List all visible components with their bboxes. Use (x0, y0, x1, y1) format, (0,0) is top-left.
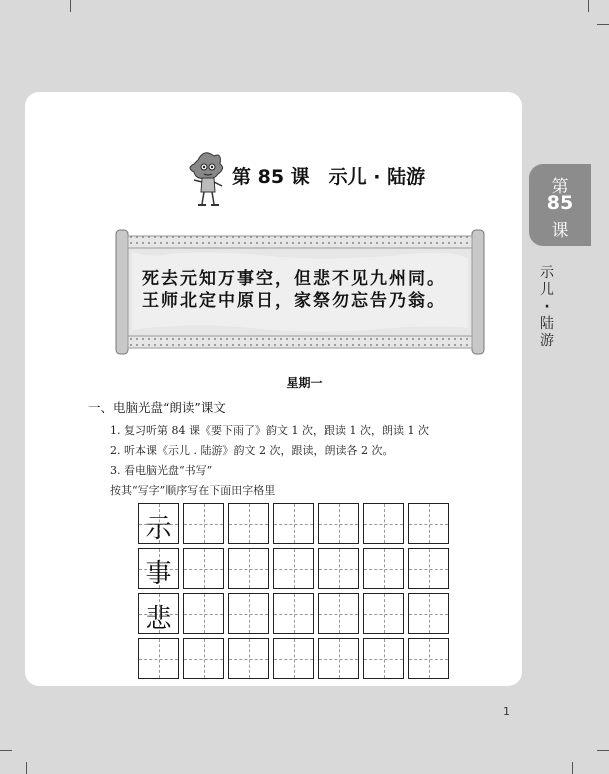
poem-line: 王师北定中原日，家祭勿忘告乃翁。 (142, 291, 446, 311)
grid-guide-line (339, 504, 340, 543)
instruction-item: 1. 复习听第 84 课《要下雨了》韵文 1 次，跟读 1 次，朗读 1 次 (110, 424, 429, 437)
grid-sample-cell (138, 548, 179, 589)
grid-practice-cell (363, 548, 404, 589)
grid-guide-line (294, 504, 295, 543)
grid-sample-char: 示 (145, 514, 172, 544)
grid-practice-cell (408, 548, 449, 589)
grid-practice-cell (363, 503, 404, 544)
side-title-char: 儿 (540, 282, 554, 298)
grid-guide-line (294, 594, 295, 633)
grid-practice-cell (228, 593, 269, 634)
mascot-icon (184, 150, 228, 208)
lesson-badge (529, 164, 591, 246)
grid-practice-cell (273, 638, 314, 679)
grid-guide-line (339, 594, 340, 633)
side-title-char: 示 (540, 265, 554, 281)
poem (142, 268, 472, 312)
side-title-char: 陆 (540, 316, 554, 332)
weekday-heading: 星期一 (286, 376, 323, 390)
grid-guide-line (204, 549, 205, 588)
grid-guide-line (429, 549, 430, 588)
badge-top-char: 第 (551, 177, 569, 197)
grid-guide-line (249, 594, 250, 633)
instruction-item: 2. 听本课《示儿 . 陆游》韵文 2 次，跟读，朗读各 2 次。 (110, 444, 394, 457)
lesson-title: 第 85 课 示儿 · 陆游 (232, 166, 426, 188)
grid-guide-line (204, 594, 205, 633)
page-number: 1 (503, 705, 510, 718)
side-title (537, 265, 557, 350)
poem-line: 死去元知万事空，但悲不见九州同。 (142, 269, 446, 289)
grid-sample-char: 事 (145, 559, 172, 589)
grid-guide-line (249, 549, 250, 588)
instruction-item: 3. 看电脑光盘“书写” (110, 464, 213, 477)
grid-guide-line (429, 639, 430, 678)
grid-practice-cell (228, 503, 269, 544)
grid-guide-line (384, 549, 385, 588)
side-title-char: · (544, 299, 550, 315)
grid-guide-line (249, 639, 250, 678)
grid-practice-cell (273, 503, 314, 544)
grid-practice-cell (183, 593, 224, 634)
grid-guide-line (249, 504, 250, 543)
grid-guide-line (384, 504, 385, 543)
crop-mark (70, 0, 71, 12)
side-title-char: 游 (540, 333, 554, 349)
grid-practice-cell (228, 548, 269, 589)
badge-bottom-char: 课 (551, 221, 569, 241)
crop-mark (572, 762, 573, 774)
grid-practice-cell (363, 638, 404, 679)
grid-guide-line (339, 549, 340, 588)
grid-practice-cell (183, 638, 224, 679)
crop-mark (597, 750, 609, 751)
grid-guide-line (339, 639, 340, 678)
grid-sample-char: 悲 (145, 604, 172, 634)
grid-sample-cell (138, 593, 179, 634)
grid-practice-cell (408, 638, 449, 679)
badge-number: 85 (546, 192, 574, 214)
grid-practice-cell (318, 503, 359, 544)
grid-sample-cell (138, 638, 179, 679)
grid-guide-line (384, 639, 385, 678)
crop-mark (588, 0, 589, 12)
crop-mark (26, 762, 27, 774)
grid-practice-cell (318, 548, 359, 589)
grid-practice-cell (183, 548, 224, 589)
grid-guide-line (204, 639, 205, 678)
grid-guide-line (204, 504, 205, 543)
grid-guide-line (294, 549, 295, 588)
grid-guide-line (429, 594, 430, 633)
grid-practice-cell (408, 593, 449, 634)
crop-mark (0, 750, 12, 751)
grid-practice-cell (273, 548, 314, 589)
grid-practice-cell (273, 593, 314, 634)
section-title: 一、电脑光盘“朗读”课文 (88, 400, 226, 415)
grid-practice-cell (363, 593, 404, 634)
grid-practice-cell (183, 503, 224, 544)
grid-practice-cell (228, 638, 269, 679)
grid-sample-cell (138, 503, 179, 544)
grid-guide-line (294, 639, 295, 678)
crop-mark (597, 24, 609, 25)
instruction-item: 按其“写字”顺序写在下面田字格里 (110, 484, 276, 497)
grid-guide-line (429, 504, 430, 543)
grid-guide-line (159, 639, 160, 678)
grid-practice-cell (318, 593, 359, 634)
grid-guide-line (384, 594, 385, 633)
grid-practice-cell (318, 638, 359, 679)
grid-practice-cell (408, 503, 449, 544)
